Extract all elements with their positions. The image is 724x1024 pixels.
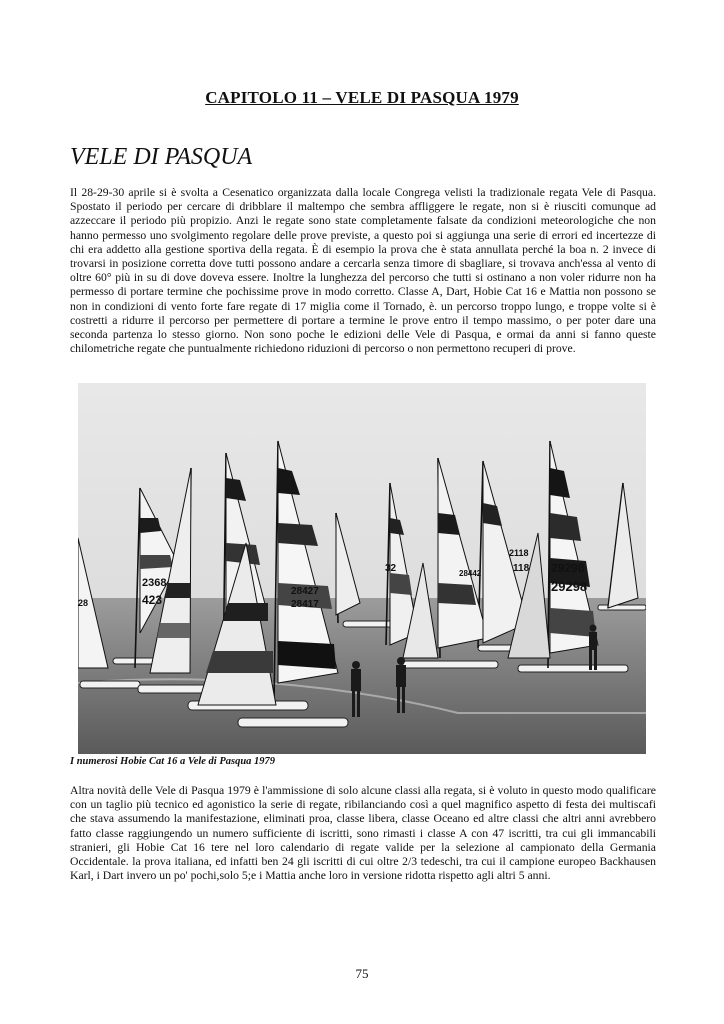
sail-number: 28427 bbox=[291, 586, 319, 597]
photo-caption: I numerosi Hobie Cat 16 a Vele di Pasqua 1979 bbox=[70, 756, 276, 767]
sail-number: 118 bbox=[513, 563, 530, 574]
sail-number: 29298 bbox=[551, 561, 585, 575]
sail-number: 2118 bbox=[509, 548, 529, 558]
sail-number: 28 bbox=[78, 598, 89, 608]
sail-number: 32 bbox=[385, 563, 397, 574]
sail-number: 28442 bbox=[459, 569, 482, 578]
sail-number: 28417 bbox=[291, 599, 319, 610]
regatta-photo bbox=[78, 383, 646, 754]
sail-number: 29298 bbox=[551, 579, 588, 594]
paragraph-intro: Il 28-29-30 aprile si è svolta a Cesenatico organizzata dalla locale Congrega velisti la tradizionale regata Vele di Pasqua. Spostato il periodo per cercare di dribblare il maltempo che sembra affliggere le regate, non si è riusciti comunque ad azzeccare il periodo più propizio. Anzi le regate sono state completamente falsate da condizioni meteorologiche che non hanno permesso uno svolgimento regolare delle prove previste, a questo poi si aggiunga una serie di errori ed incertezze di chi era addetto alla gestione sportiva della regata. È di esempio la prova che è stata annullata perché la boa n. 2 invece di trovarsi in posizione corretta dove tutti possono andare a cercarla senza timore di sbagliare, si trovava anch'essa al vento di oltre 60° più in su di dove doveva essere. Inoltre la lunghezza del percorso che tutti si ostinano a non voler ridurre non ha permesso di portare termine che pochissime prove in modo corretto. Classe A, Dart, Hobie Cat 16 e Mattia non possono se non in condizioni di vento forte fare regate di 17 miglia come il Tornado, è. un percorso troppo lungo, e troppe volte si è costretti a ridurre il percorso per permettere di portare a termine le prove entro il tempo massimo, o per poter dare una seconda partenza lo stesso giorno. Non sono poche le edizioni delle Vele di Pasqua, e ormai da anni si fanno queste chilometriche regate che puntualmente richiedono riduzioni di percorso o non permettono recuperi di prove. bbox=[70, 186, 656, 356]
section-title: VELE DI PASQUA bbox=[70, 144, 253, 170]
sail-number: 2368 bbox=[142, 577, 167, 589]
sail-number: 423 bbox=[142, 593, 163, 607]
page-number: 75 bbox=[355, 966, 369, 981]
chapter-title: CAPITOLO 11 – VELE DI PASQUA 1979 bbox=[205, 88, 519, 107]
paragraph-classes: Altra novità delle Vele di Pasqua 1979 è l'ammissione di solo alcune classi alla regata, si è voluto in questo modo qualificare con un taglio più tecnico ed agonistico la serie di regate, ribilanciando così a quel magnifico aspetto di festa dei multiscafi che stava assumendo la manifestazione, eliminati proa, classe libera, classe Oceano ed altre classi che altri anni avrebbero fatto classe raggiungendo un numero sufficiente di iscritti, sono rimasti i classe A con 47 iscritti, tra cui gli immancabili stranieri, gli Hobie Cat 16 tere nel loro calendario di regate valide per la selezione al campionato della Germania Occidentale. la prova italiana, ed infatti ben 24 gli iscritti di cui oltre 2/3 tedeschi, tra cui il campione europeo Backhausen Karl, i Dart invero un po' pochi,solo 5;e i Mattia anche loro in versione ridotta rispetto agli altri 5 anni. bbox=[70, 784, 656, 883]
